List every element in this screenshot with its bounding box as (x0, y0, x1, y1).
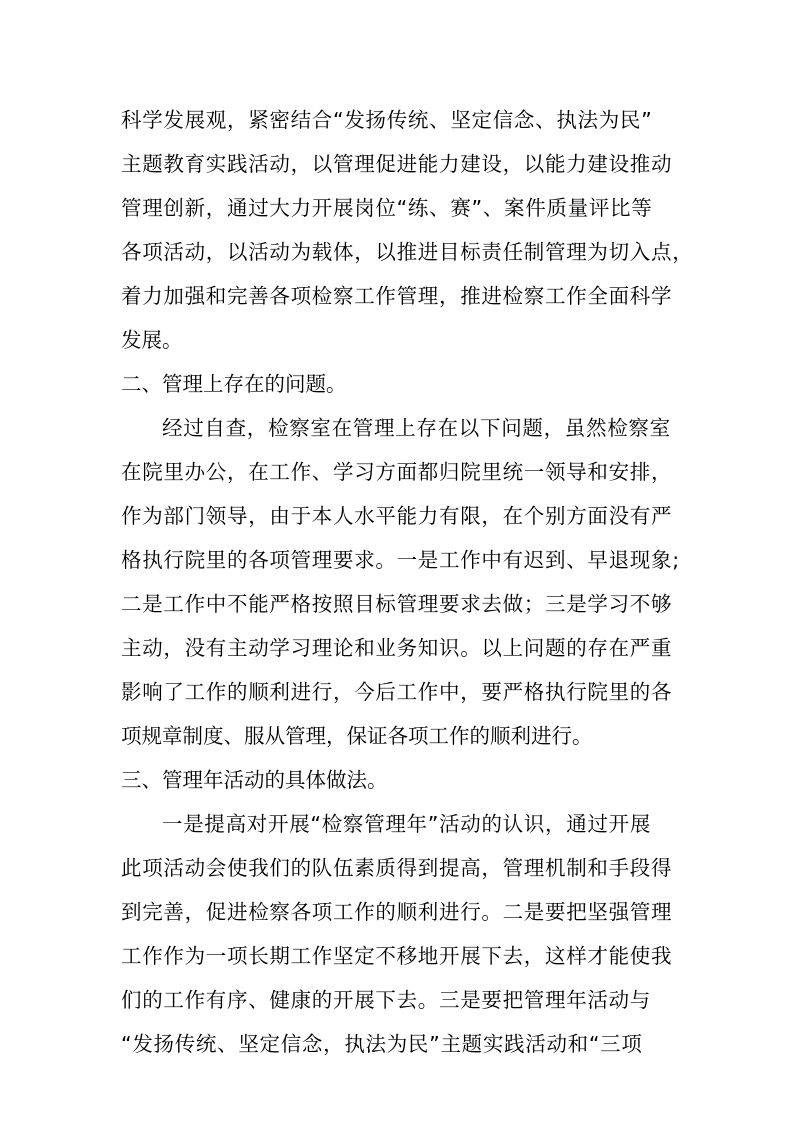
section-heading: 三、管理年活动的具体做法。 (121, 768, 388, 792)
text-line: 在院里办公，在工作、学习方面都归院里统一领导和安排， (121, 460, 673, 484)
text-line: 工作作为一项长期工作坚定不移地开展下去，这样才能使我 (121, 944, 673, 968)
text-line: 科学发展观，紧密结合“发扬传统、坚定信念、执法为民” (121, 108, 653, 132)
text-line: 各项活动，以活动为载体，以推进目标责任制管理为切入点， (121, 240, 694, 264)
text-line: 主题教育实践活动，以管理促进能力建设，以能力建设推动 (121, 152, 673, 176)
text-line: 格执行院里的各项管理要求。一是工作中有迟到、早退现象; (121, 548, 680, 572)
text-line: 项规章制度、服从管理，保证各项工作的顺利进行。 (121, 724, 593, 748)
text-line: 作为部门领导，由于本人水平能力有限，在个别方面没有严 (121, 504, 673, 528)
text-line: 们的工作有序、健康的开展下去。三是要把管理年活动与 (121, 988, 651, 1012)
text-line: 到完善，促进检察各项工作的顺利进行。二是要把坚强管理 (121, 900, 673, 924)
text-line: 发展。 (121, 328, 183, 352)
text-line: 此项活动会使我们的队伍素质得到提高，管理机制和手段得 (121, 856, 673, 880)
section-heading: 二、管理上存在的问题。 (121, 372, 347, 396)
text-line: 主动，没有主动学习理论和业务知识。以上问题的存在严重 (121, 636, 673, 660)
text-line: 二是工作中不能严格按照目标管理要求去做；三是学习不够 (121, 592, 673, 616)
text-line: 管理创新，通过大力开展岗位“练、赛”、案件质量评比等 (121, 196, 653, 220)
text-line: 着力加强和完善各项检察工作管理，推进检察工作全面科学 (121, 284, 673, 308)
paragraph-first-line: 一是提高对开展“检察管理年”活动的认识，通过开展 (162, 812, 652, 836)
paragraph-first-line: 经过自查，检察室在管理上存在以下问题，虽然检察室 (162, 416, 671, 440)
text-line: “发扬传统、坚定信念，执法为民”主题实践活动和“三项 (121, 1032, 643, 1056)
text-line: 影响了工作的顺利进行，今后工作中，要严格执行院里的各 (121, 680, 673, 704)
